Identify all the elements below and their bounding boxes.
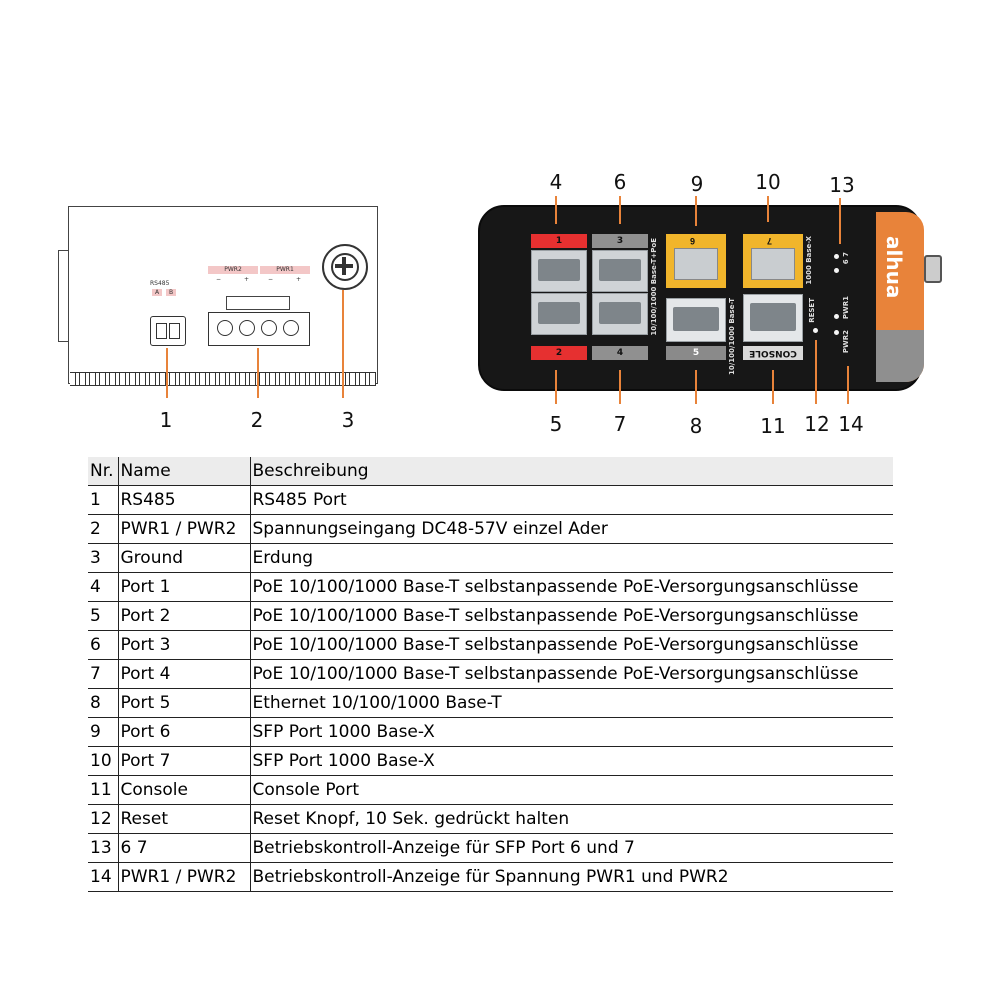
cell-description: PoE 10/100/1000 Base-T selbstanpassende PoE-Versorgungsanschlüsse (250, 602, 893, 631)
rs485-print-label: RS485 (150, 280, 170, 287)
rs485-pin-a: A (152, 289, 162, 296)
callout-7: 7 (613, 412, 627, 436)
callout-14: 14 (838, 412, 864, 436)
cell-description: PoE 10/100/1000 Base-T selbstanpassende PoE-Versorgungsanschlüsse (250, 573, 893, 602)
cell-name: Console (118, 776, 250, 805)
pwr2-minus: − (216, 276, 222, 283)
header-nr: Nr. (88, 457, 118, 486)
cell-description: PoE 10/100/1000 Base-T selbstanpassende PoE-Versorgungsanschlüsse (250, 660, 893, 689)
cell-nr: 7 (88, 660, 118, 689)
cell-description: SFP Port 1000 Base-X (250, 718, 893, 747)
table-row (88, 776, 893, 805)
port-1-label: 1 (531, 234, 587, 248)
cell-name: RS485 (118, 486, 250, 515)
cell-name: Port 5 (118, 689, 250, 718)
table-row (88, 660, 893, 689)
table-header-row (88, 457, 893, 486)
port-7-label: 7 (767, 236, 773, 246)
cell-nr: 13 (88, 834, 118, 863)
pwr1-print-label: PWR1 (260, 266, 310, 274)
cell-nr: 14 (88, 863, 118, 892)
brand-logo: alhua (882, 236, 906, 299)
console-label: CONSOLE (743, 346, 803, 360)
callout-13: 13 (829, 173, 855, 197)
cell-description: SFP Port 1000 Base-X (250, 747, 893, 776)
callout-11: 11 (760, 414, 786, 438)
callout-12: 12 (804, 412, 830, 436)
cell-nr: 12 (88, 805, 118, 834)
pwr2-plus: + (244, 276, 250, 283)
callout-8: 8 (689, 414, 703, 438)
port-6-label: 6 (690, 236, 696, 246)
cell-name: Port 7 (118, 747, 250, 776)
cell-nr: 2 (88, 515, 118, 544)
callout-5: 5 (549, 412, 563, 436)
callout-1: 1 (159, 408, 173, 432)
poe-print: 10/100/1000 Base-T+PoE (650, 238, 658, 336)
callout-2: 2 (250, 408, 264, 432)
cell-description: Betriebskontroll-Anzeige für Spannung PWR1 und PWR2 (250, 863, 893, 892)
cell-nr: 8 (88, 689, 118, 718)
cell-nr: 6 (88, 631, 118, 660)
header-description: Beschreibung (250, 457, 893, 486)
cell-name: Port 6 (118, 718, 250, 747)
port-legend-table (88, 457, 893, 892)
cell-nr: 10 (88, 747, 118, 776)
table-row (88, 718, 893, 747)
cell-nr: 4 (88, 573, 118, 602)
cell-name: Reset (118, 805, 250, 834)
pwr2-print: PWR2 (842, 330, 850, 354)
cell-nr: 11 (88, 776, 118, 805)
cell-description: PoE 10/100/1000 Base-T selbstanpassende PoE-Versorgungsanschlüsse (250, 631, 893, 660)
pwr1-plus: + (296, 276, 302, 283)
cell-name: Port 2 (118, 602, 250, 631)
port-5-label: 5 (666, 346, 726, 360)
cell-name: Port 3 (118, 631, 250, 660)
port-3-label: 3 (592, 234, 648, 248)
reset-print: RESET (808, 298, 816, 323)
pwr2-print-label: PWR2 (208, 266, 258, 274)
table-row (88, 834, 893, 863)
table-row (88, 602, 893, 631)
table-row (88, 805, 893, 834)
table-row (88, 573, 893, 602)
table-row (88, 486, 893, 515)
cell-nr: 3 (88, 544, 118, 573)
callout-3: 3 (341, 408, 355, 432)
cell-description: Spannungseingang DC48-57V einzel Ader (250, 515, 893, 544)
base-t-print: 10/100/1000 Base-T (728, 298, 736, 376)
cell-name: Ground (118, 544, 250, 573)
cell-description: Console Port (250, 776, 893, 805)
cell-description: Erdung (250, 544, 893, 573)
base-x-print: 1000 Base-X (805, 236, 813, 285)
callout-6: 6 (613, 170, 627, 194)
led-67-print: 6 7 (842, 252, 850, 265)
callout-10: 10 (755, 170, 781, 194)
cell-description: Betriebskontroll-Anzeige für SFP Port 6 und 7 (250, 834, 893, 863)
table-row (88, 689, 893, 718)
cell-description: RS485 Port (250, 486, 893, 515)
port-2-label: 2 (531, 346, 587, 360)
callout-9: 9 (690, 172, 704, 196)
pwr1-minus: − (268, 276, 274, 283)
table-row (88, 747, 893, 776)
cell-name: Port 4 (118, 660, 250, 689)
cell-name: 6 7 (118, 834, 250, 863)
table-row (88, 863, 893, 892)
pwr1-print: PWR1 (842, 296, 850, 320)
cell-description: Reset Knopf, 10 Sek. gedrückt halten (250, 805, 893, 834)
table-row (88, 631, 893, 660)
table-row (88, 515, 893, 544)
table-body (88, 486, 893, 892)
cell-name: Port 1 (118, 573, 250, 602)
callout-4: 4 (549, 170, 563, 194)
port-4-label: 4 (592, 346, 648, 360)
cell-nr: 9 (88, 718, 118, 747)
header-name: Name (118, 457, 250, 486)
table-row (88, 544, 893, 573)
cell-nr: 1 (88, 486, 118, 515)
cell-name: PWR1 / PWR2 (118, 863, 250, 892)
cell-name: PWR1 / PWR2 (118, 515, 250, 544)
cell-description: Ethernet 10/100/1000 Base-T (250, 689, 893, 718)
rs485-pin-b: B (166, 289, 176, 296)
cell-nr: 5 (88, 602, 118, 631)
